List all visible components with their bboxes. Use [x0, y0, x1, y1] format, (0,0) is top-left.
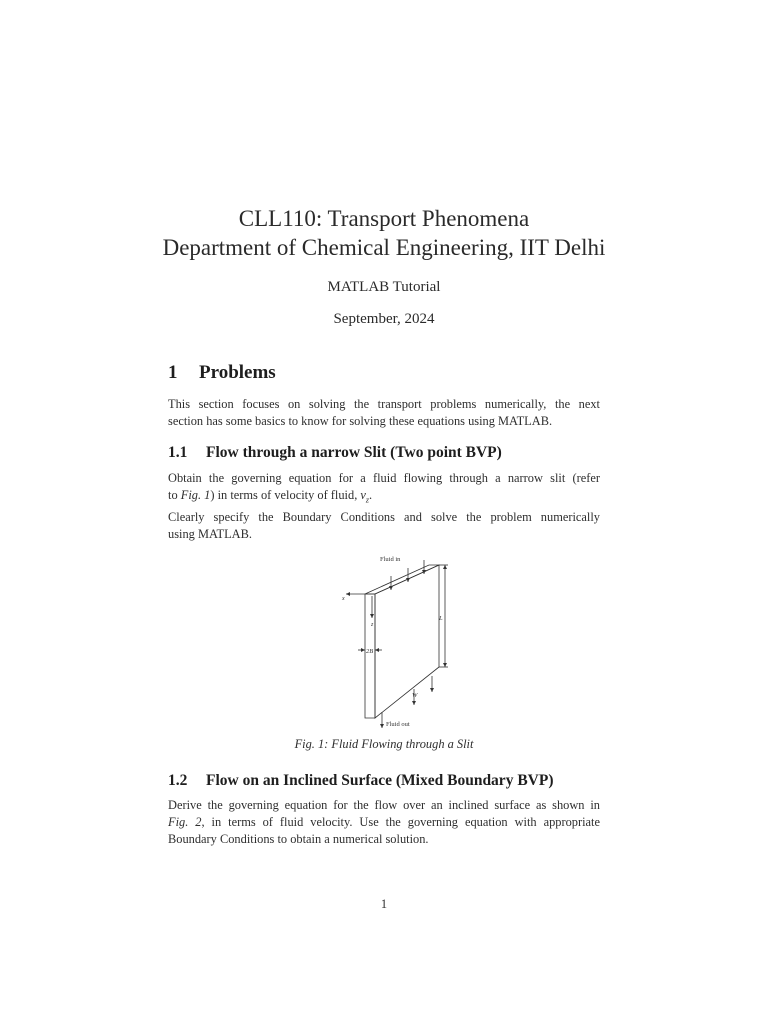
section-intro-paragraph: [168, 396, 600, 430]
inclined-problem-paragraph: [168, 797, 600, 849]
text-fragment: ) in terms of velocity of fluid,: [210, 488, 361, 503]
subsection-heading-inclined: [168, 772, 553, 790]
math-subscript: z: [365, 495, 370, 505]
subsection-title: Flow on an Inclined Surface (Mixed Boundary BVP): [206, 772, 554, 789]
paragraph-line: This section focuses on solving the transport problems numerically, the next: [168, 397, 600, 411]
document-title-line2: Department of Chemical Engineering, IIT Delhi: [162, 235, 606, 260]
page-number: 1: [380, 897, 388, 911]
section-title: Problems: [199, 362, 276, 383]
paragraph-line: Boundary Conditions to obtain a numerical solution.: [168, 832, 429, 847]
figure-caption: Fig. 1: Fluid Flowing through a Slit: [294, 737, 474, 751]
document-title-line1: CLL110: Transport Phenomena: [238, 206, 530, 231]
math-variable: v: [360, 488, 366, 503]
slit-diagram-icon: [338, 552, 458, 730]
document-date: September, 2024: [333, 311, 435, 327]
subsection-number: 1.2: [168, 772, 188, 789]
subsection-number: 1.1: [168, 444, 188, 461]
paragraph-line: Derive the governing equation for the flow over an inclined surface as shown in: [168, 798, 600, 812]
figure-reference: Fig. 2: [168, 815, 202, 830]
subsection-heading-slit: [168, 444, 502, 462]
fluid-out-label: Fluid out: [386, 721, 410, 728]
document-subtitle: MATLAB Tutorial: [327, 279, 441, 295]
paragraph-line: section has some basics to know for solving these equations using MATLAB.: [168, 414, 553, 429]
paragraph-line: using MATLAB.: [168, 527, 252, 542]
slit-problem-paragraph: [168, 470, 600, 543]
text-fragment: , in terms of fluid velocity. Use the governing equation with appropriate: [201, 815, 600, 830]
paragraph-line: [168, 814, 600, 831]
fluid-in-label: Fluid in: [380, 556, 401, 563]
z-axis-label: z: [371, 622, 374, 628]
length-label: L: [439, 615, 443, 622]
paragraph-line: Obtain the governing equation for a fluid flowing through a narrow slit (refer: [168, 471, 600, 485]
x-axis-label: x: [342, 596, 345, 602]
width-label: W: [412, 692, 418, 699]
text-fragment: .: [369, 488, 373, 503]
slit-figure: [338, 552, 458, 730]
paragraph-line: Clearly specify the Boundary Conditions and solve the problem numerically: [168, 509, 600, 524]
section-number: 1: [168, 362, 178, 383]
figure-reference: Fig. 1: [180, 488, 211, 503]
subsection-title: Flow through a narrow Slit (Two point BVP): [206, 444, 502, 461]
gap-label: 2B: [366, 648, 374, 655]
text-fragment: to: [168, 488, 181, 503]
paragraph-line: [168, 487, 600, 509]
section-heading-problems: [168, 362, 276, 384]
